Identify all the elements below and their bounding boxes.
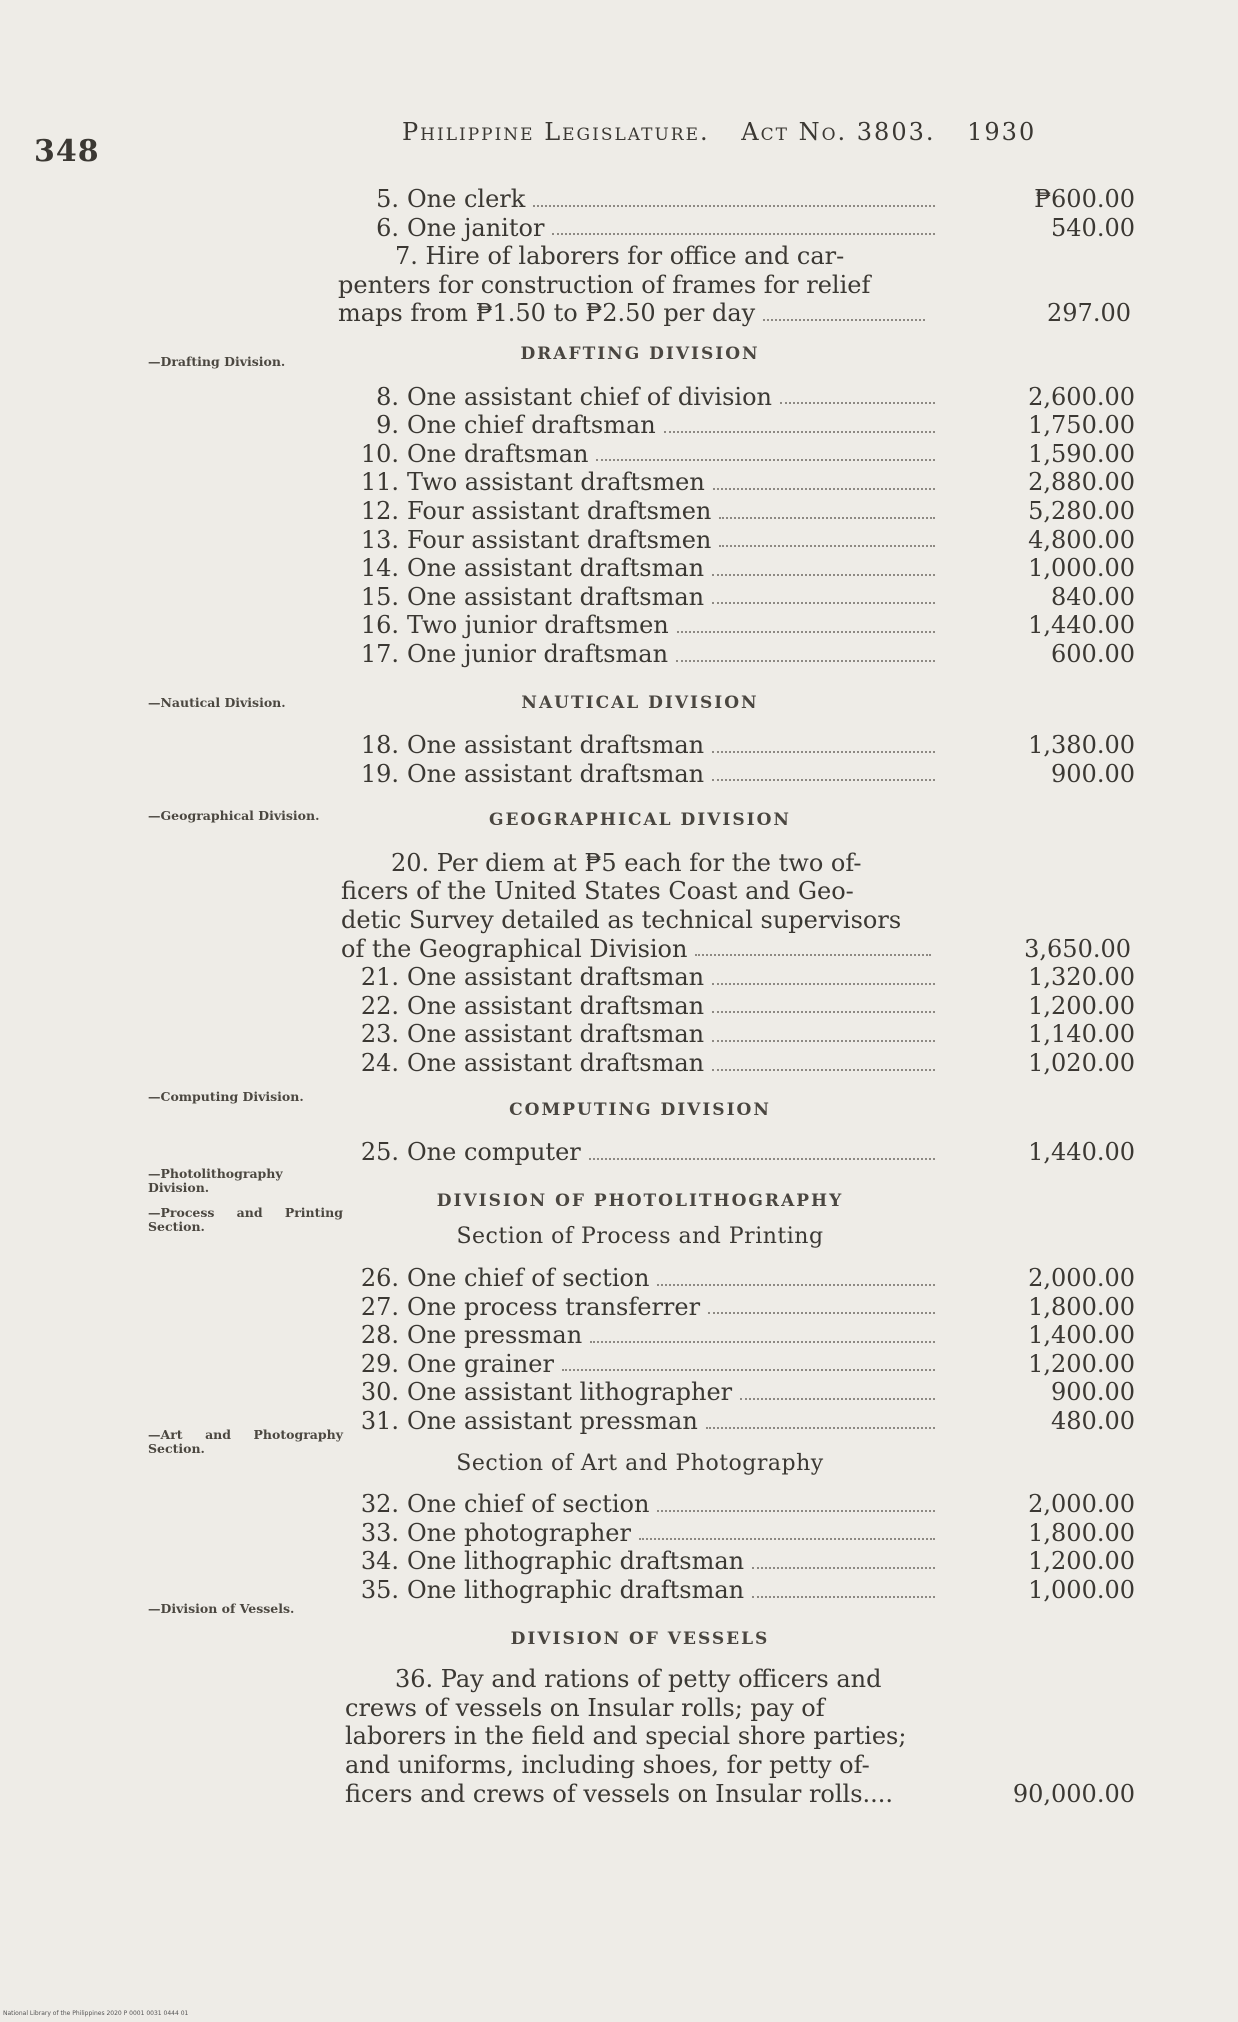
item-row: 12. Four assistant draftsmen 5,280.00 — [360, 496, 1135, 525]
item-row: 6. One janitor 540.00 — [376, 213, 1135, 242]
drafting-list — [345, 383, 1135, 669]
margin-note-computing: —Computing Division. — [148, 1089, 304, 1104]
item-row: 24. One assistant draftsman 1,020.00 — [360, 1049, 1135, 1078]
margin-note-vessels: —Division of Vessels. — [148, 1601, 295, 1616]
item-row: 28. One pressman 1,400.00 — [360, 1321, 1135, 1350]
item-row: 13. Four assistant draftsmen 4,800.00 — [360, 525, 1135, 554]
subheading-process-printing: Section of Process and Printing — [456, 1224, 824, 1250]
item-row: 33. One photographer 1,800.00 — [360, 1518, 1135, 1547]
process-list — [345, 1264, 1135, 1436]
page-number: 348 — [34, 134, 100, 169]
art-list — [345, 1490, 1135, 1604]
geographical-list — [345, 963, 1135, 1077]
margin-note-process-printing: —Process and Printing Section. — [148, 1205, 343, 1234]
item-row: 15. One assistant draftsman 840.00 — [360, 582, 1135, 611]
item-row: 34. One lithographic draftsman 1,200.00 — [360, 1547, 1135, 1576]
item-row: 9. One chief draftsman 1,750.00 — [376, 411, 1135, 440]
heading-geographical: GEOGRAPHICAL DIVISION — [489, 810, 791, 831]
item-row: 23. One assistant draftsman 1,140.00 — [360, 1020, 1135, 1049]
item-row: 5. One clerk ₱600.00 — [376, 185, 1135, 213]
running-title: Philippine Legislature. — [402, 118, 710, 146]
item-row: 14. One assistant draftsman 1,000.00 — [360, 554, 1135, 583]
heading-vessels: DIVISION OF VESSELS — [510, 1628, 770, 1649]
item-row: 18. One assistant draftsman 1,380.00 — [360, 731, 1135, 760]
act-number: Act No. 3803. — [741, 118, 936, 146]
item-row: 8. One assistant chief of division 2,600.00 — [376, 382, 1135, 411]
item-row: 26. One chief of section 2,000.00 — [360, 1264, 1135, 1292]
item-row: 10. One draftsman 1,590.00 — [360, 439, 1135, 468]
item-row: 25. One computer 1,440.00 — [360, 1138, 1135, 1167]
scan-footer: National Library of the Philippines 2020 P 0001 0031 0444 01 — [3, 2010, 189, 2017]
item-row: 16. Two junior draftsmen 1,440.00 — [360, 611, 1135, 640]
year: 1930 — [967, 118, 1037, 146]
margin-note-art-photography: —Art and Photography Section. — [148, 1427, 343, 1456]
item-row: 21. One assistant draftsman 1,320.00 — [360, 963, 1135, 992]
margin-note-geographical: —Geographical Division. — [148, 808, 320, 823]
item-row: 11. Two assistant draftsmen 2,880.00 — [360, 468, 1135, 497]
item-20: 20. Per diem at ₱5 each for the two of- ficers of the United States Coast and Geo- detic Survey detailed as technical supervisors of the Geographical Division 3,650.00 — [341, 848, 1131, 963]
margin-note-nautical: —Nautical Division. — [148, 695, 286, 710]
margin-note-photolithography: —Photolithography Division. — [148, 1166, 283, 1195]
item-row: 22. One assistant draftsman 1,200.00 — [360, 991, 1135, 1020]
item-row: 27. One process transferrer 1,800.00 — [360, 1292, 1135, 1321]
item-row: 32. One chief of section 2,000.00 — [360, 1490, 1135, 1519]
nautical-list — [345, 731, 1135, 788]
heading-nautical: NAUTICAL DIVISION — [521, 692, 759, 713]
heading-computing: COMPUTING DIVISION — [509, 1099, 771, 1120]
item-row: 19. One assistant draftsman 900.00 — [360, 759, 1135, 788]
item-row: 17. One junior draftsman 600.00 — [360, 639, 1135, 668]
subheading-art-photography: Section of Art and Photography — [456, 1450, 824, 1476]
computing-list — [345, 1138, 1135, 1167]
margin-note-drafting: —Drafting Division. — [148, 354, 286, 369]
item-row: 35. One lithographic draftsman 1,000.00 — [360, 1575, 1135, 1604]
item-row: 29. One grainer 1,200.00 — [360, 1349, 1135, 1378]
appropriation-body — [338, 185, 1135, 1808]
item-row: 31. One assistant pressman 480.00 — [360, 1406, 1135, 1435]
item-row: 30. One assistant lithographer 900.00 — [360, 1378, 1135, 1407]
item-36: 36. Pay and rations of petty officers and crews of vessels on Insular rolls; pay of laborers in the field and special shore parties; and uniforms, including shoes, for petty of- ficers and crews of vessels on Insular rolls.... 90,000.00 — [345, 1665, 1135, 1808]
heading-drafting: DRAFTING DIVISION — [520, 343, 760, 364]
heading-photolithography: DIVISION OF PHOTOLITHOGRAPHY — [436, 1190, 844, 1211]
running-head — [402, 118, 1082, 146]
item-7: 7. Hire of laborers for office and car- penters for construction of frames for relief maps from ₱1.50 to ₱2.50 per day 297.00 — [338, 242, 1131, 328]
